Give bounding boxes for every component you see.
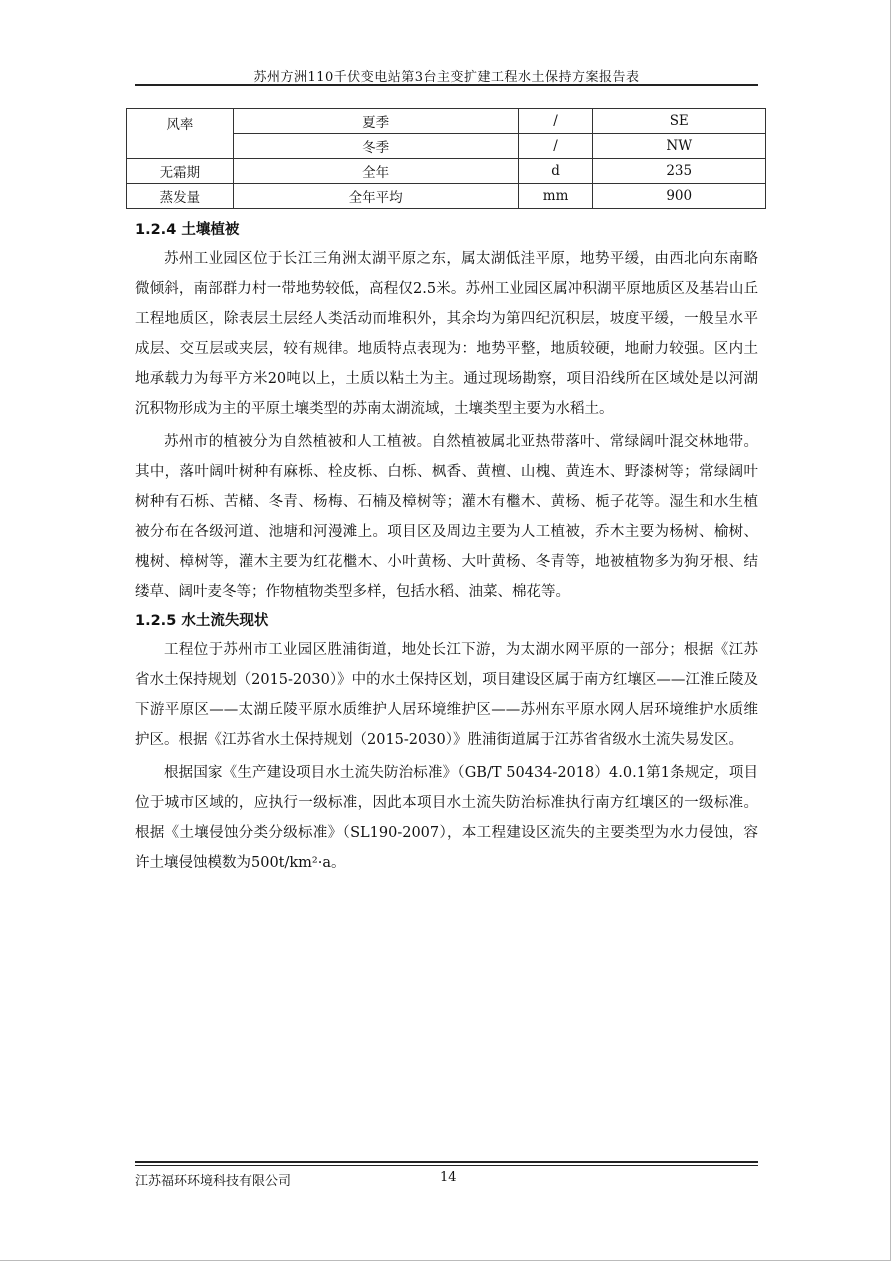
climate-table — [126, 108, 766, 209]
paragraph-soil: 苏州工业园区位于长江三角洲太湖平原之东，属太湖低洼平原，地势平缓，由西北向东南略微倾斜，南部群力村一带地势较低，高程仅2.5米。苏州工业园区属冲积湖平原地质区及基岩山丘工程地质区，除表层土层经人类活动而堆积外，其余均为第四纪沉积层，坡度平缓，一般呈水平成层、交互层或夹层，较有规律。地质特点表现为：地势平整，地质较硬，地耐力较强。区内土地承载力为每平方米20吨以上，土质以粘土为主。通过现场勘察，项目沿线所在区域处是以河湖沉积物形成为主的平原土壤类型的苏南太湖流域，土壤类型主要为水稻土。 — [135, 251, 758, 418]
table-cell-sub: 全年 — [233, 159, 518, 184]
table-cell-value: NW — [593, 134, 766, 159]
table-cell-label: 风率 — [127, 109, 234, 159]
section-heading-erosion-status: 1.2.5 水土流失现状 — [135, 613, 269, 630]
page-header-title: 苏州方洲110千伏变电站第3台主变扩建工程水土保持方案报告表 — [253, 70, 640, 85]
table-cell-sub: 冬季 — [233, 134, 518, 159]
footer-rule-thin — [135, 1165, 758, 1166]
section-heading-soil-vegetation: 1.2.4 土壤植被 — [135, 222, 240, 238]
paragraph-erosion-standard: 根据国家《生产建设项目水土流失防治标准》（GB/T 50434-2018）4.0.1第1条规定，项目位于城市区域的，应执行一级标准，因此本项目水土流失防治标准执行南方红壤区的一级标准。根据《土壤侵蚀分类分级标准》（SL190-2007），本工程建设区流失的主要类型为水力侵蚀，容许土壤侵蚀模数为500t/km²·a。 — [135, 764, 758, 871]
table-cell-value: SE — [593, 109, 766, 134]
table-cell-label: 蒸发量 — [127, 184, 234, 209]
footer-company: 江苏福环环境科技有限公司 — [135, 1174, 292, 1189]
table-row — [127, 159, 766, 184]
footer-rule — [135, 1161, 758, 1163]
table-cell-unit: d — [518, 159, 593, 184]
table-cell-label: 无霜期 — [127, 159, 234, 184]
table-cell-sub: 全年平均 — [233, 184, 518, 209]
table-row — [127, 184, 766, 209]
table-row — [127, 109, 766, 134]
paragraph-erosion-zoning: 工程位于苏州市工业园区胜浦街道，地处长江下游，为太湖水网平原的一部分；根据《江苏省水土保持规划（2015-2030）》中的水土保持区划，项目建设区属于南方红壤区——江淮丘陵及下游平原区——太湖丘陵平原水质维护人居环境维护区——苏州东平原水网人居环境维护水质维护区。根据《江苏省水土保持规划（2015-2030）》胜浦街道属于江苏省省级水土流失易发区。 — [135, 642, 758, 749]
table-cell-unit: / — [518, 134, 593, 159]
table-cell-value: 900 — [593, 184, 766, 209]
header-rule — [135, 84, 758, 86]
paragraph-vegetation: 苏州市的植被分为自然植被和人工植被。自然植被属北亚热带落叶、常绿阔叶混交林地带。其中，落叶阔叶树种有麻栎、栓皮栎、白栎、枫香、黄檀、山槐、黄连木、野漆树等；常绿阔叶树种有石栎、苦槠、冬青、杨梅、石楠及樟树等；灌木有檵木、黄杨、栀子花等。湿生和水生植被分布在各级河道、池塘和河漫滩上。项目区及周边主要为人工植被，乔木主要为杨树、榆树、槐树、樟树等，灌木主要为红花檵木、小叶黄杨、大叶黄杨、冬青等，地被植物多为狗牙根、结缕草、阔叶麦冬等；作物植物类型多样，包括水稻、油菜、棉花等。 — [135, 433, 758, 601]
page-number: 14 — [440, 1170, 457, 1185]
table-cell-unit: / — [518, 109, 593, 134]
table-cell-value: 235 — [593, 159, 766, 184]
body-content — [135, 216, 758, 878]
table-cell-sub: 夏季 — [233, 109, 518, 134]
table-cell-unit: mm — [518, 184, 593, 209]
